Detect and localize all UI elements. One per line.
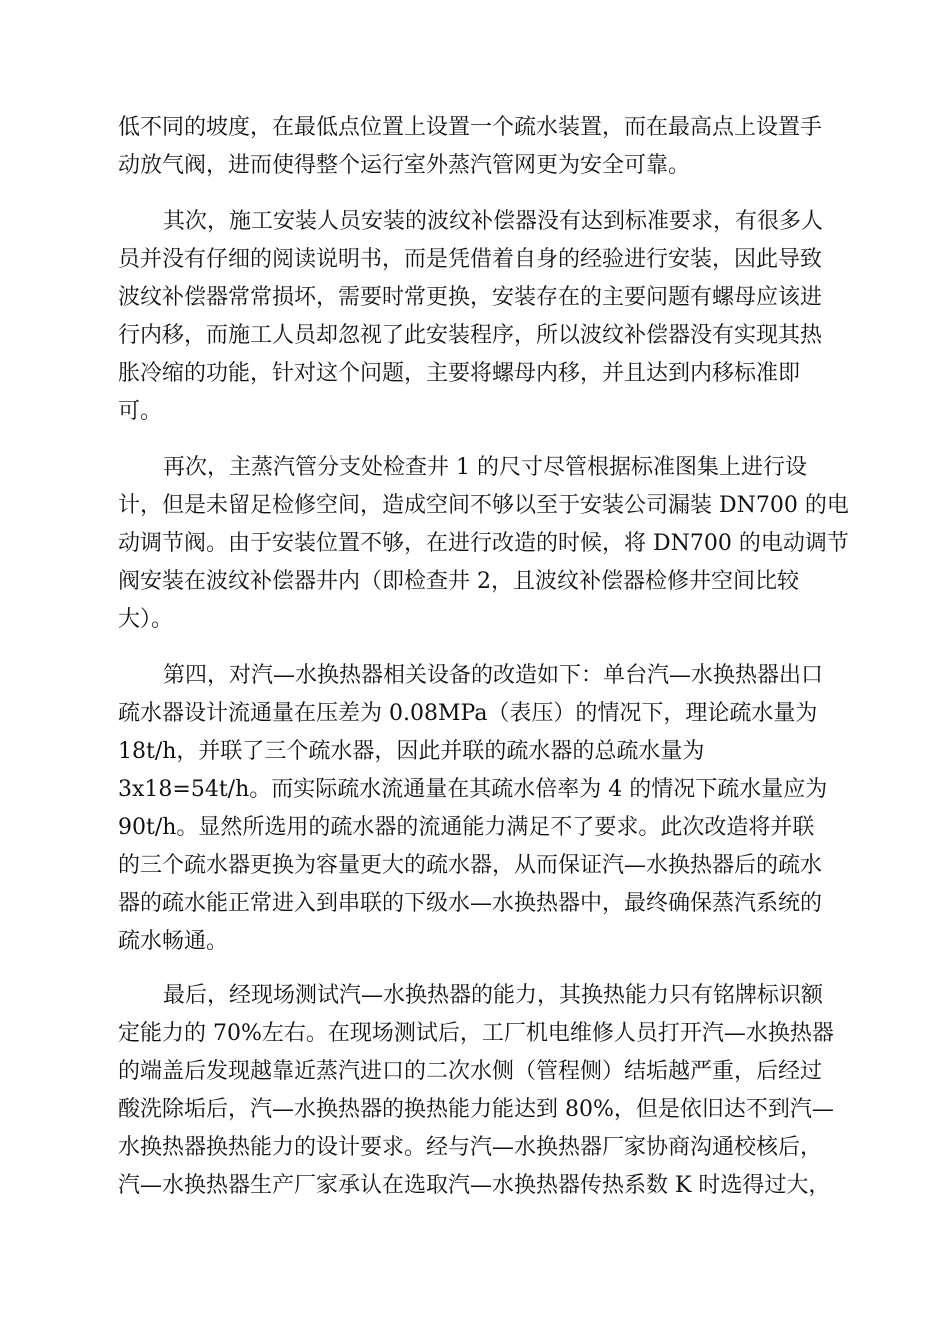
text-line: 第四，对汽—水换热器相关设备的改造如下：单台汽—水换热器出口 [163, 663, 824, 688]
text-line: 最后，经现场测试汽—水换热器的能力，其换热能力只有铭牌标识额 [163, 983, 824, 1008]
text-line: 18t/h，并联了三个疏水器，因此并联的疏水器的总疏水量为 [118, 739, 705, 764]
text-line: 员并没有仔细的阅读说明书，而是凭借着自身的经验进行安装，因此导致 [118, 247, 823, 272]
text-line: 阀安装在波纹补偿器井内（即检查井 2，且波纹补偿器检修井空间比较 [118, 569, 799, 594]
text-line: 3x18=54t/h。而实际疏水流通量在其疏水倍率为 4 的情况下疏水量应为 [118, 777, 828, 802]
text-line: 汽—水换热器生产厂家承认在选取汽—水换热器传热系数 K 时选得过大， [118, 1173, 831, 1198]
text-line: 其次，施工安装人员安装的波纹补偿器没有达到标准要求，有很多人 [163, 209, 824, 234]
text-line: 胀冷缩的功能，针对这个问题，主要将螺母内移，并且达到内移标准即 [118, 361, 801, 386]
text-line: 再次，主蒸汽管分支处检查井 1 的尺寸尽管根据标准图集上进行设 [163, 455, 807, 480]
text-line: 动调节阀。由于安装位置不够，在进行改造的时候，将 DN700 的电动调节 [118, 531, 849, 556]
text-line: 大）。 [118, 607, 174, 632]
text-line: 疏水器设计流通量在压差为 0.08MPa（表压）的情况下，理论疏水量为 [118, 701, 818, 726]
text-line: 计，但是未留足检修空间，造成空间不够以至于安装公司漏装 DN700 的电 [118, 493, 849, 518]
text-line: 酸洗除垢后，汽—水换热器的换热能力能达到 80%，但是依旧达不到汽— [118, 1097, 834, 1122]
text-line: 90t/h。显然所选用的疏水器的流通能力满足不了要求。此次改造将并联 [118, 815, 815, 840]
text-line: 可。 [118, 399, 163, 424]
text-line: 水换热器换热能力的设计要求。经与汽—水换热器厂家协商沟通校核后， [118, 1135, 823, 1160]
text-line: 的端盖后发现越靠近蒸汽进口的二次水侧（管程侧）结垢越严重，后经过 [118, 1059, 823, 1084]
text-line: 器的疏水能正常进入到串联的下级水—水换热器中，最终确保蒸汽系统的 [118, 891, 823, 916]
text-line: 波纹补偿器常常损坏，需要时常更换，安装存在的主要问题有螺母应该进 [118, 285, 823, 310]
text-line: 行内移，而施工人员却忽视了此安装程序，所以波纹补偿器没有实现其热 [118, 323, 823, 348]
text-line: 疏水畅通。 [118, 929, 229, 954]
text-line: 的三个疏水器更换为容量更大的疏水器，从而保证汽—水换热器后的疏水 [118, 853, 823, 878]
text-line: 动放气阀，进而使得整个运行室外蒸汽管网更为安全可靠。 [118, 153, 691, 178]
text-line: 低不同的坡度，在最低点位置上设置一个疏水装置，而在最高点上设置手 [118, 115, 823, 140]
text-line: 定能力的 70%左右。在现场测试后，工厂机电维修人员打开汽—水换热器 [118, 1021, 834, 1046]
